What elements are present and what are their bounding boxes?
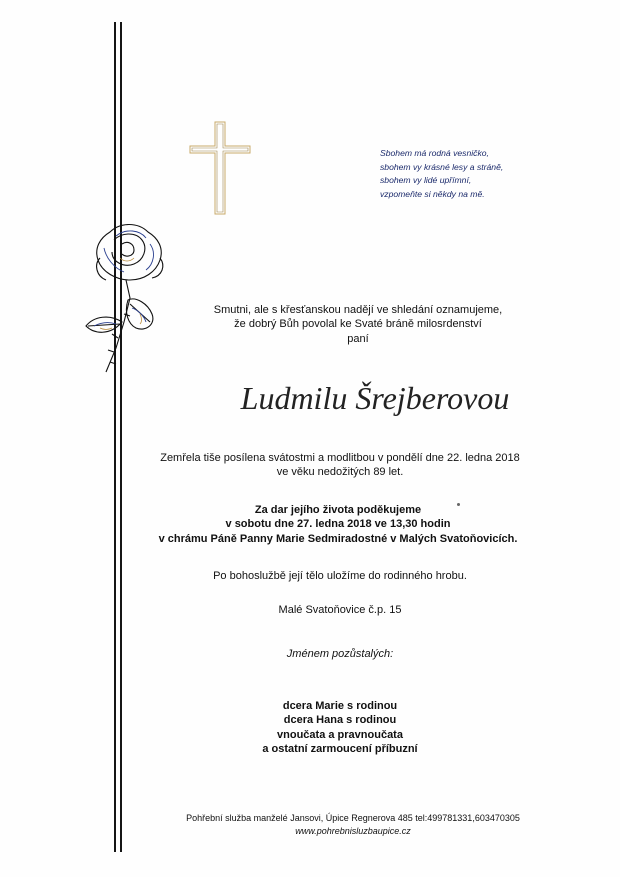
intro-line: paní <box>347 332 369 345</box>
rose-icon <box>80 218 170 376</box>
footer-contact: Pohřební služba manželé Jansovi, Úpice Regnerova 485 tel:499781331,603470305 <box>186 813 520 823</box>
deceased-name: Ludmilu Šrejberovou <box>240 380 510 416</box>
on-behalf-heading: Jménem pozůstalých: <box>286 648 394 660</box>
footer-website-link[interactable]: www.pohrebnisluzbaupice.cz <box>295 826 411 836</box>
family-member: vnoučata a pravnoučata <box>277 728 403 741</box>
death-notice-line: ve věku nedožitých 89 let. <box>276 466 404 479</box>
funeral-line: v sobotu dne 27. ledna 2018 ve 13,30 hodin <box>225 518 451 531</box>
address: Malé Svatoňovice č.p. 15 <box>278 604 402 616</box>
funeral-line: v chrámu Páně Panny Marie Sedmiradostné v Malých Svatoňovicích. <box>158 532 518 545</box>
intro-line: Smutni, ale s křesťanskou nadějí ve shledání oznamujeme, <box>213 304 503 316</box>
family-member: a ostatní zarmoucení příbuzní <box>262 743 418 756</box>
poem-line: sbohem vy lidé upřímní, <box>380 175 472 186</box>
death-notice <box>128 451 552 480</box>
family-member: dcera Hana s rodinou <box>283 714 397 727</box>
funeral-details <box>138 503 538 546</box>
funeral-service-footer <box>118 812 588 838</box>
poem-line: vzpomeňte si někdy na mě. <box>380 188 485 199</box>
death-notice-line: Zemřela tiše posílena svátostmi a modlitbou v pondělí dne 22. ledna 2018 <box>160 452 520 464</box>
vertical-divider-left <box>114 22 116 852</box>
cross-icon <box>188 120 252 216</box>
poem-line: sbohem vy krásné lesy a stráně, <box>380 161 504 172</box>
poem <box>380 147 580 201</box>
funeral-line: Za dar jejího života poděkujeme <box>254 504 422 516</box>
announcement-intro <box>168 303 548 346</box>
vertical-divider-right <box>120 22 122 852</box>
intro-line: že dobrý Bůh povolal ke Svaté bráně milosrdenství <box>234 318 482 331</box>
family-member: dcera Marie s rodinou <box>282 700 398 712</box>
burial-note: Po bohoslužbě její tělo uložíme do rodinného hrobu. <box>213 570 467 582</box>
family-list <box>220 699 460 757</box>
poem-line: Sbohem má rodná vesničko, <box>380 148 489 158</box>
